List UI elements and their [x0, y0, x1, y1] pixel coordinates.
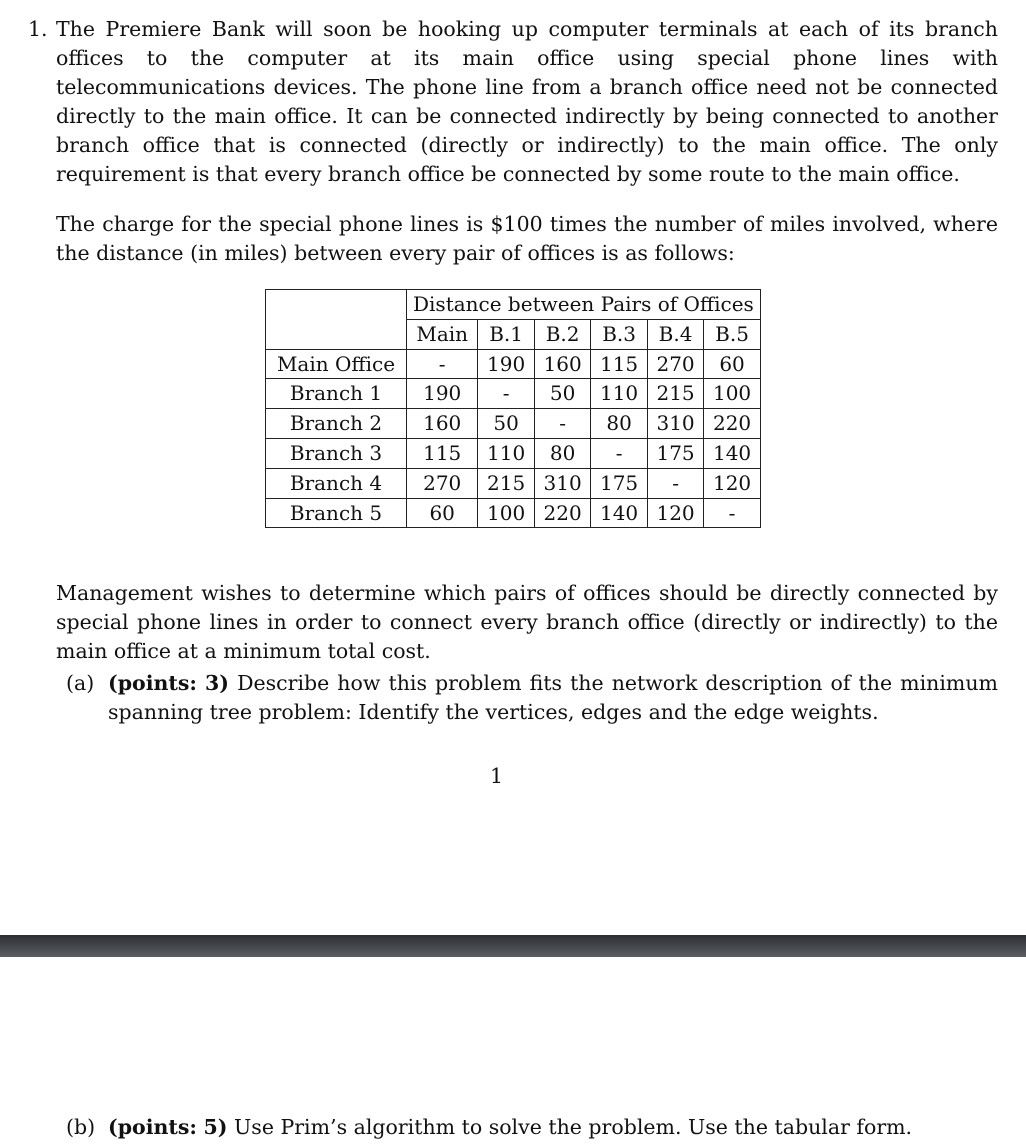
- part-a-label: (a): [66, 671, 95, 695]
- part-a-points-value: 3): [205, 671, 230, 695]
- distance-table: [265, 289, 761, 528]
- row-label: Branch 3: [266, 438, 407, 468]
- column-header: B.3: [591, 319, 647, 349]
- table-cell: -: [591, 438, 647, 468]
- part-b-text: Use Prim’s algorithm to solve the problem. Use the tabular form.: [234, 1115, 913, 1139]
- column-header: Main: [407, 319, 478, 349]
- table-cell: 120: [704, 468, 761, 498]
- table-cell: 140: [591, 498, 647, 528]
- problem-1: [28, 15, 998, 288]
- column-header: B.1: [478, 319, 534, 349]
- part-b-points-value: 5): [203, 1115, 228, 1139]
- table-row: [266, 498, 761, 528]
- problem-number: 1.: [28, 17, 48, 41]
- table-cell: 50: [478, 409, 534, 439]
- table-cell: 120: [647, 498, 703, 528]
- table-header-row: [266, 319, 761, 349]
- table-cell: 140: [704, 438, 761, 468]
- table-cell: 115: [407, 438, 478, 468]
- row-label: Branch 2: [266, 409, 407, 439]
- part-b: [66, 1113, 998, 1142]
- table-cell: 270: [407, 468, 478, 498]
- table-cell: 175: [591, 468, 647, 498]
- table-cell: 190: [478, 349, 534, 379]
- table-row: [266, 349, 761, 379]
- table-cell: 110: [591, 379, 647, 409]
- part-a-text: Describe how this problem fits the network description of the minimum spanning tree problem: Identify the vertices, edges and the edge weights.: [108, 671, 998, 724]
- table-title-row: [266, 290, 761, 320]
- corner-cell: [266, 290, 407, 320]
- part-a-points-label: (points:: [108, 671, 197, 695]
- table-row: [266, 468, 761, 498]
- table-cell: 270: [647, 349, 703, 379]
- page-2: [0, 957, 1026, 1148]
- table-cell: 160: [534, 349, 590, 379]
- table-cell: 80: [591, 409, 647, 439]
- row-label: Main Office: [266, 349, 407, 379]
- table-cell: 60: [407, 498, 478, 528]
- table-cell: -: [647, 468, 703, 498]
- table-row: [266, 379, 761, 409]
- table-cell: -: [534, 409, 590, 439]
- part-a: [66, 669, 998, 727]
- table-cell: 220: [534, 498, 590, 528]
- table-cell: 115: [591, 349, 647, 379]
- table-cell: 110: [478, 438, 534, 468]
- table-row: [266, 409, 761, 439]
- corner-cell-2: [266, 319, 407, 349]
- table-cell: 190: [407, 379, 478, 409]
- table-cell: 215: [647, 379, 703, 409]
- table-row: [266, 438, 761, 468]
- table-title: Distance between Pairs of Offices: [407, 290, 761, 320]
- page-number: 1: [490, 764, 504, 788]
- row-label: Branch 5: [266, 498, 407, 528]
- page-separator: [0, 935, 1026, 957]
- table-cell: -: [407, 349, 478, 379]
- row-label: Branch 4: [266, 468, 407, 498]
- table-cell: 60: [704, 349, 761, 379]
- management-paragraph: Management wishes to determine which pairs of offices should be directly connected by special phone lines in order to connect every branch office (directly or indirectly) to the main office at a minimum total cost.: [56, 580, 998, 663]
- table-cell: 310: [647, 409, 703, 439]
- row-label: Branch 1: [266, 379, 407, 409]
- table-cell: 220: [704, 409, 761, 439]
- part-a-body: [108, 669, 998, 727]
- part-b-body: [108, 1113, 998, 1142]
- column-header: B.2: [534, 319, 590, 349]
- part-b-points-label: (points:: [108, 1115, 197, 1139]
- part-b-label: (b): [66, 1115, 96, 1139]
- table-cell: 80: [534, 438, 590, 468]
- table-cell: 100: [478, 498, 534, 528]
- table-cell: 50: [534, 379, 590, 409]
- column-header: B.4: [647, 319, 703, 349]
- charge-paragraph: The charge for the special phone lines is $100 times the number of miles involved, where the distance (in miles) between every pair of offices is as follows:: [56, 211, 998, 265]
- table-cell: 175: [647, 438, 703, 468]
- table-cell: 310: [534, 468, 590, 498]
- table-cell: 160: [407, 409, 478, 439]
- column-header: B.5: [704, 319, 761, 349]
- intro-paragraph: The Premiere Bank will soon be hooking up computer terminals at each of its branch offices to the computer at its main office using special phone lines with telecommunications devices. The phone line from a branch office need not be connected directly to the main office. It can be connected indirectly by being connected to another branch office that is connected (directly or indirectly) to the main office. The only requirement is that every branch office be connected by some route to the main office.: [56, 17, 998, 186]
- table-cell: -: [478, 379, 534, 409]
- table-cell: -: [704, 498, 761, 528]
- table-cell: 215: [478, 468, 534, 498]
- table-cell: 100: [704, 379, 761, 409]
